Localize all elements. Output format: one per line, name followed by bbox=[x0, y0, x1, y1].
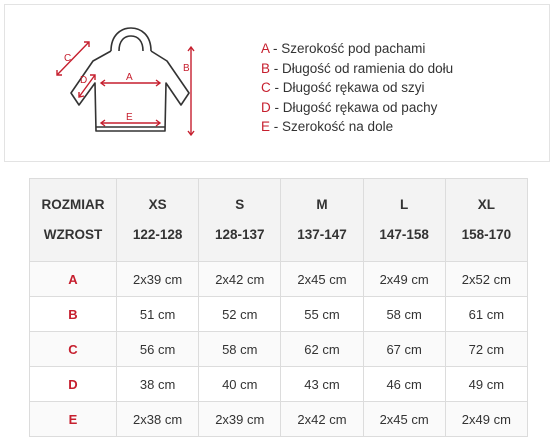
size-name: XL bbox=[477, 197, 495, 212]
size-name: S bbox=[235, 197, 245, 212]
legend-text: - Długość rękawa od szyi bbox=[270, 80, 425, 96]
diagram-label-a: A bbox=[126, 72, 133, 83]
legend-key: C bbox=[261, 80, 271, 96]
size-height: 128-137 bbox=[215, 227, 265, 242]
size-column-header bbox=[281, 179, 363, 262]
table-row bbox=[30, 367, 528, 402]
header-labels-cell bbox=[30, 179, 117, 262]
table-cell: 67 cm bbox=[363, 332, 445, 367]
table-cell: 2x49 cm bbox=[445, 402, 527, 437]
table-cell: 52 cm bbox=[199, 297, 281, 332]
measurement-guide-panel bbox=[4, 4, 550, 162]
table-cell: 55 cm bbox=[281, 297, 363, 332]
table-row bbox=[30, 332, 528, 367]
row-key: E bbox=[30, 402, 117, 437]
size-height: 137-147 bbox=[297, 227, 347, 242]
table-cell: 2x39 cm bbox=[199, 402, 281, 437]
legend-key: E bbox=[261, 119, 271, 135]
size-column-header bbox=[445, 179, 527, 262]
table-row bbox=[30, 297, 528, 332]
legend-text: - Szerokość na dole bbox=[270, 119, 394, 135]
table-header-row bbox=[30, 179, 528, 262]
size-name: M bbox=[316, 197, 328, 212]
table-cell: 2x39 cm bbox=[117, 262, 199, 297]
diagram-label-d: D bbox=[80, 75, 88, 86]
table-cell: 56 cm bbox=[117, 332, 199, 367]
legend-item-e bbox=[261, 117, 453, 137]
table-cell: 2x52 cm bbox=[445, 262, 527, 297]
size-column-header bbox=[199, 179, 281, 262]
table-cell: 72 cm bbox=[445, 332, 527, 367]
size-header-label: ROZMIAR bbox=[41, 197, 105, 212]
legend-key: A bbox=[261, 41, 270, 56]
legend-item-c bbox=[261, 78, 453, 98]
row-key: A bbox=[30, 262, 117, 297]
table-cell: 2x42 cm bbox=[199, 262, 281, 297]
size-height: 147-158 bbox=[379, 227, 429, 242]
size-name: L bbox=[400, 197, 409, 212]
table-cell: 61 cm bbox=[445, 297, 527, 332]
diagram-label-e: E bbox=[126, 112, 133, 123]
hoodie-measurement-diagram bbox=[49, 25, 199, 147]
table-cell: 43 cm bbox=[281, 367, 363, 402]
table-cell: 40 cm bbox=[199, 367, 281, 402]
size-table bbox=[29, 178, 528, 437]
size-column-header bbox=[117, 179, 199, 262]
legend-text: - Długość rękawa od pachy bbox=[270, 99, 438, 115]
diagram-label-b: B bbox=[183, 63, 190, 74]
legend-item-b bbox=[261, 59, 453, 79]
size-height: 122-128 bbox=[132, 227, 183, 242]
measurement-legend bbox=[261, 39, 453, 137]
table-cell: 2x42 cm bbox=[281, 402, 363, 437]
height-header-label: WZROST bbox=[43, 227, 103, 242]
size-height: 158-170 bbox=[461, 227, 512, 242]
table-cell: 46 cm bbox=[363, 367, 445, 402]
size-name: XS bbox=[148, 197, 167, 212]
legend-text: - Długość od ramienia do dołu bbox=[270, 60, 454, 76]
row-key: C bbox=[30, 332, 117, 367]
legend-item-a bbox=[261, 39, 453, 59]
table-cell: 51 cm bbox=[117, 297, 199, 332]
size-column-header bbox=[363, 179, 445, 262]
table-row bbox=[30, 402, 528, 437]
table-cell: 2x38 cm bbox=[117, 402, 199, 437]
table-cell: 58 cm bbox=[199, 332, 281, 367]
legend-item-d bbox=[261, 98, 453, 118]
table-row bbox=[30, 262, 528, 297]
diagram-letter-labels bbox=[64, 53, 190, 123]
diagram-label-c: C bbox=[64, 53, 72, 64]
table-cell: 58 cm bbox=[363, 297, 445, 332]
table-cell: 62 cm bbox=[281, 332, 363, 367]
legend-key: B bbox=[261, 60, 271, 76]
table-cell: 2x49 cm bbox=[363, 262, 445, 297]
table-cell: 38 cm bbox=[117, 367, 199, 402]
table-cell: 49 cm bbox=[445, 367, 527, 402]
legend-text: - Szerokość pod pachami bbox=[269, 41, 426, 56]
row-key: D bbox=[30, 367, 117, 402]
table-cell: 2x45 cm bbox=[281, 262, 363, 297]
row-key: B bbox=[30, 297, 117, 332]
table-cell: 2x45 cm bbox=[363, 402, 445, 437]
legend-key: D bbox=[261, 99, 271, 115]
